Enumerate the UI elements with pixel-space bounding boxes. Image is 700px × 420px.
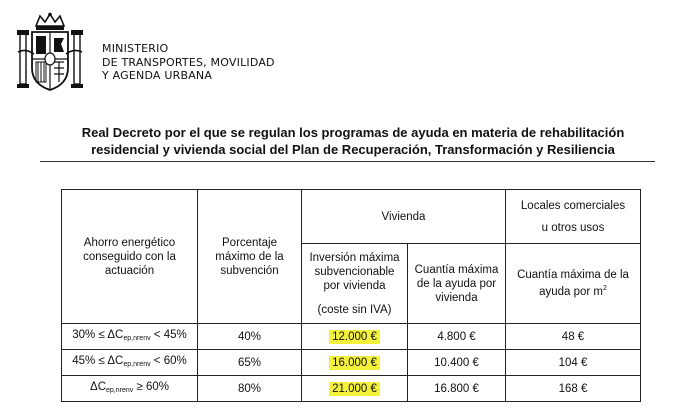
header-cuantia-vivienda: Cuantía máxima de la ayuda por vivienda: [408, 244, 506, 324]
range-post: < 45%: [150, 328, 187, 341]
range-cell: [62, 376, 198, 402]
document-title-line-1: Real Decreto por el que se regulan los programas de ayuda en materia de rehabilitación: [81, 125, 625, 140]
locales-cell: 104 €: [506, 350, 641, 376]
cuantia-cell: 10.400 €: [408, 350, 506, 376]
range-post: < 60%: [150, 354, 187, 367]
header-cuantia-locales-sup: 2: [603, 285, 607, 292]
header-porcentaje: Porcentaje máximo de la subvención: [198, 190, 302, 324]
header-locales: [506, 190, 641, 244]
inversion-cell: [302, 350, 408, 376]
pct-cell: 65%: [198, 350, 302, 376]
ministry-line-1: MINISTERIO: [102, 42, 169, 55]
range-pre: 30% ≤ ΔC: [72, 328, 124, 341]
range-sub: ep,nrenv: [106, 386, 134, 394]
header-locales-line-1: Locales comerciales: [520, 199, 626, 212]
header-cuantia-locales-label: Cuantía máxima de la ayuda por m: [517, 269, 629, 298]
range-post: ≥ 60%: [133, 380, 169, 393]
header-vivienda: Vivienda: [302, 190, 506, 244]
header-inversion-label: Inversión máxima subvencionable por vivienda: [309, 251, 400, 292]
header-inversion-note: (coste sin IVA): [317, 303, 392, 316]
title-divider: [40, 161, 655, 162]
coat-of-arms-logo: [14, 12, 86, 94]
cuantia-cell: 16.800 €: [408, 376, 506, 402]
aid-table: [61, 189, 641, 402]
document-title: [40, 124, 666, 158]
range-sub: ep,nrenv: [123, 360, 151, 368]
range-cell: [62, 324, 198, 350]
ministry-name: [102, 42, 275, 83]
cuantia-cell: 4.800 €: [408, 324, 506, 350]
locales-cell: 48 €: [506, 324, 641, 350]
range-cell: [62, 350, 198, 376]
header-locales-line-2: u otros usos: [541, 221, 605, 234]
pct-cell: 80%: [198, 376, 302, 402]
inversion-cell: [302, 376, 408, 402]
inversion-highlight: 16.000 €: [329, 356, 380, 370]
ministry-line-3: Y AGENDA URBANA: [102, 69, 213, 82]
range-pre: 45% ≤ ΔC: [72, 354, 124, 367]
ministry-line-2: DE TRANSPORTES, MOVILIDAD: [102, 55, 275, 69]
header-ahorro: Ahorro energético conseguido con la actuación: [62, 190, 198, 324]
table-row: [62, 350, 641, 376]
inversion-highlight: 12.000 €: [329, 330, 380, 344]
range-sub: ep,nrenv: [123, 334, 151, 342]
table-row: [62, 376, 641, 402]
document-title-line-2: residencial y vivienda social del Plan de Recuperación, Transformación y Resiliencia: [91, 142, 615, 157]
range-pre: ΔC: [90, 380, 107, 393]
inversion-cell: [302, 324, 408, 350]
header-cuantia-locales: [506, 244, 641, 324]
pct-cell: 40%: [198, 324, 302, 350]
table-row: [62, 324, 641, 350]
inversion-highlight: 21.000 €: [329, 382, 380, 396]
locales-cell: 168 €: [506, 376, 641, 402]
header-inversion: [302, 244, 408, 324]
